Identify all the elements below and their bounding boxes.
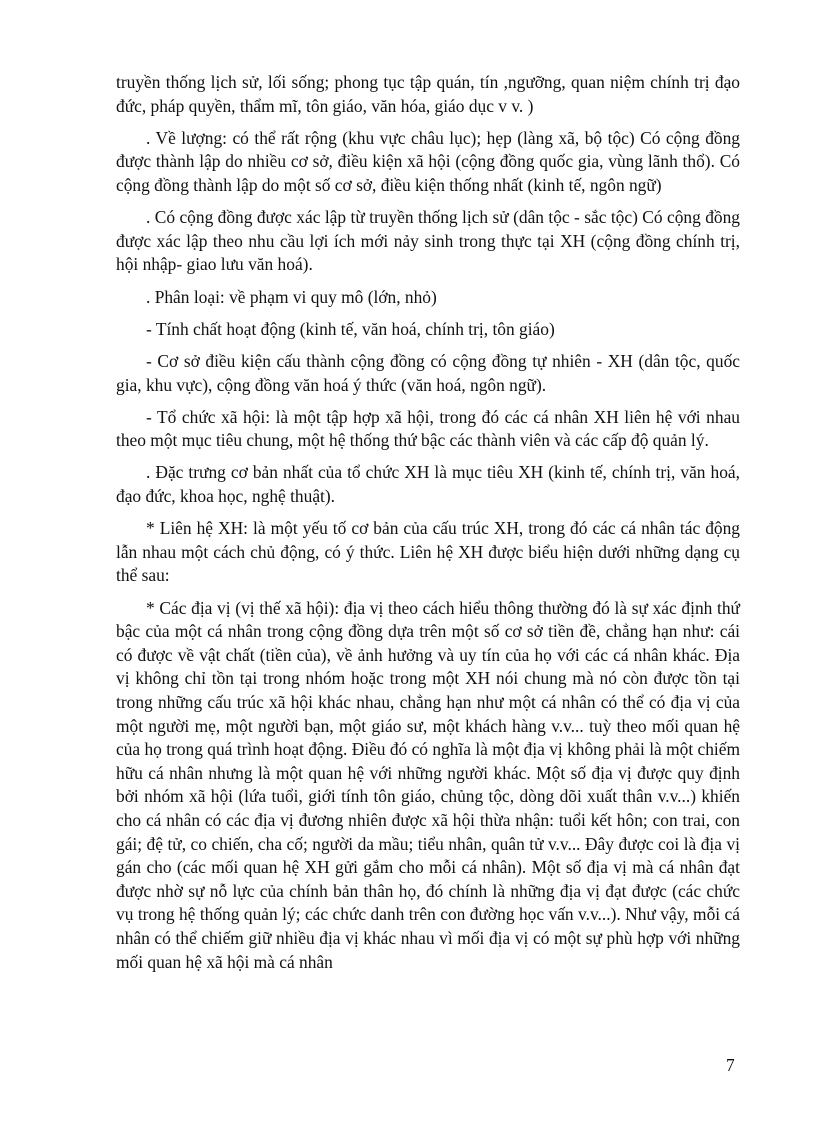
paragraph-8: . Đặc trưng cơ bản nhất của tổ chức XH là mục tiêu XH (kinh tế, chính trị, văn hoá, đạo đức, khoa học, nghệ thuật). bbox=[116, 462, 740, 507]
paragraph-7: - Tổ chức xã hội: là một tập hợp xã hội, trong đó các cá nhân XH liên hệ với nhau theo một mục tiêu chung, một hệ thống thứ bậc các thành viên và các cấp độ quản lý. bbox=[116, 406, 740, 451]
paragraph-3: . Có cộng đồng được xác lập từ truyền thống lịch sử (dân tộc - sắc tộc) Có cộng đồng được xác lập theo nhu cầu lợi ích mới nảy sinh trong thực tại XH (cộng đồng chính trị, hội nhập- giao lưu văn hoá). bbox=[116, 207, 740, 275]
page-number: 7 bbox=[726, 1055, 735, 1075]
paragraph-6: - Cơ sở điều kiện cấu thành cộng đồng có cộng đồng tự nhiên - XH (dân tộc, quốc gia, khu vực), cộng đồng văn hoá ý thức (văn hoá, ngôn ngữ). bbox=[116, 350, 740, 395]
paragraph-1: truyền thống lịch sử, lối sống; phong tục tập quán, tín ,ngưỡng, quan niệm chính trị đạo đức, pháp quyền, thẩm mĩ, tôn giáo, văn hóa, giáo dục v v. ) bbox=[116, 72, 740, 116]
paragraph-10: * Các địa vị (vị thế xã hội): địa vị theo cách hiểu thông thường đó là sự xác định thứ bậc của một cá nhân trong cộng đồng dựa trên một số cơ sở tiền đề, chẳng hạn như: cái có được về vật chất (tiền của), về ảnh hưởng và uy tín của họ với các cá nhân khác. Địa vị không chỉ tồn tại trong nhóm hoặc trong một XH nói chung mà nó còn được tồn tại trong những cấu trúc xã hội khác nhau, chẳng hạn như một cá nhân có thể có địa vị của một người mẹ, một người bạn, một giáo sư, một khách hàng v.v... tuỳ theo mối quan hệ của họ trong quá trình hoạt động. Điều đó có nghĩa là một địa vị không phải là một chiếm hữu cá nhân nhưng là một quan hệ với những người khác. Một số địa vị được quy định bởi nhóm xã hội (lứa tuổi, giới tính tôn giáo, chủng tộc, dòng dõi xuất thân v.v...) khiến cho cá nhân có các địa vị đương nhiên được xã hội thừa nhận: tuổi kết hôn; con trai, con gái; đệ tử, co chiến, cha cố; người da mầu; tiểu nhân, quân tử v.v... Đây được coi là địa vị gán cho (các mối quan hệ XH gửi gắm cho mỗi cá nhân). Một số địa vị mà cá nhân đạt được nhờ sự nỗ lực của chính bản thân họ, đó chính là những địa vị đạt được (các chức vụ trong hệ thống quản lý; các chức danh trên con đường học vấn v.v...). Như vậy, mỗi cá nhân có thể chiếm giữ nhiều địa vị khác nhau vì mối địa vị có một sự phù hợp với những mối quan hệ xã hội mà cá nhân bbox=[116, 597, 740, 972]
paragraph-2: . Về lượng: có thể rất rộng (khu vực châu lục); hẹp (làng xã, bộ tộc) Có cộng đồng được thành lập do nhiều cơ sở, điều kiện xã hội (cộng đồng quốc gia, vùng lãnh thổ). Có cộng đồng thành lập do một số cơ sở, điều kiện thống nhất (kinh tế, ngôn ngữ) bbox=[116, 127, 740, 195]
paragraph-9: * Liên hệ XH: là một yếu tố cơ bản của cấu trúc XH, trong đó các cá nhân tác động lẫn nhau một cách chủ động, có ý thức. Liên hệ XH được biểu hiện dưới những dạng cụ thể sau: bbox=[116, 518, 740, 586]
page-body bbox=[116, 71, 740, 983]
paragraph-5: - Tính chất hoạt động (kinh tế, văn hoá, chính trị, tôn giáo) bbox=[146, 318, 555, 339]
paragraph-4: . Phân loại: về phạm vi quy mô (lớn, nhỏ) bbox=[146, 286, 437, 307]
